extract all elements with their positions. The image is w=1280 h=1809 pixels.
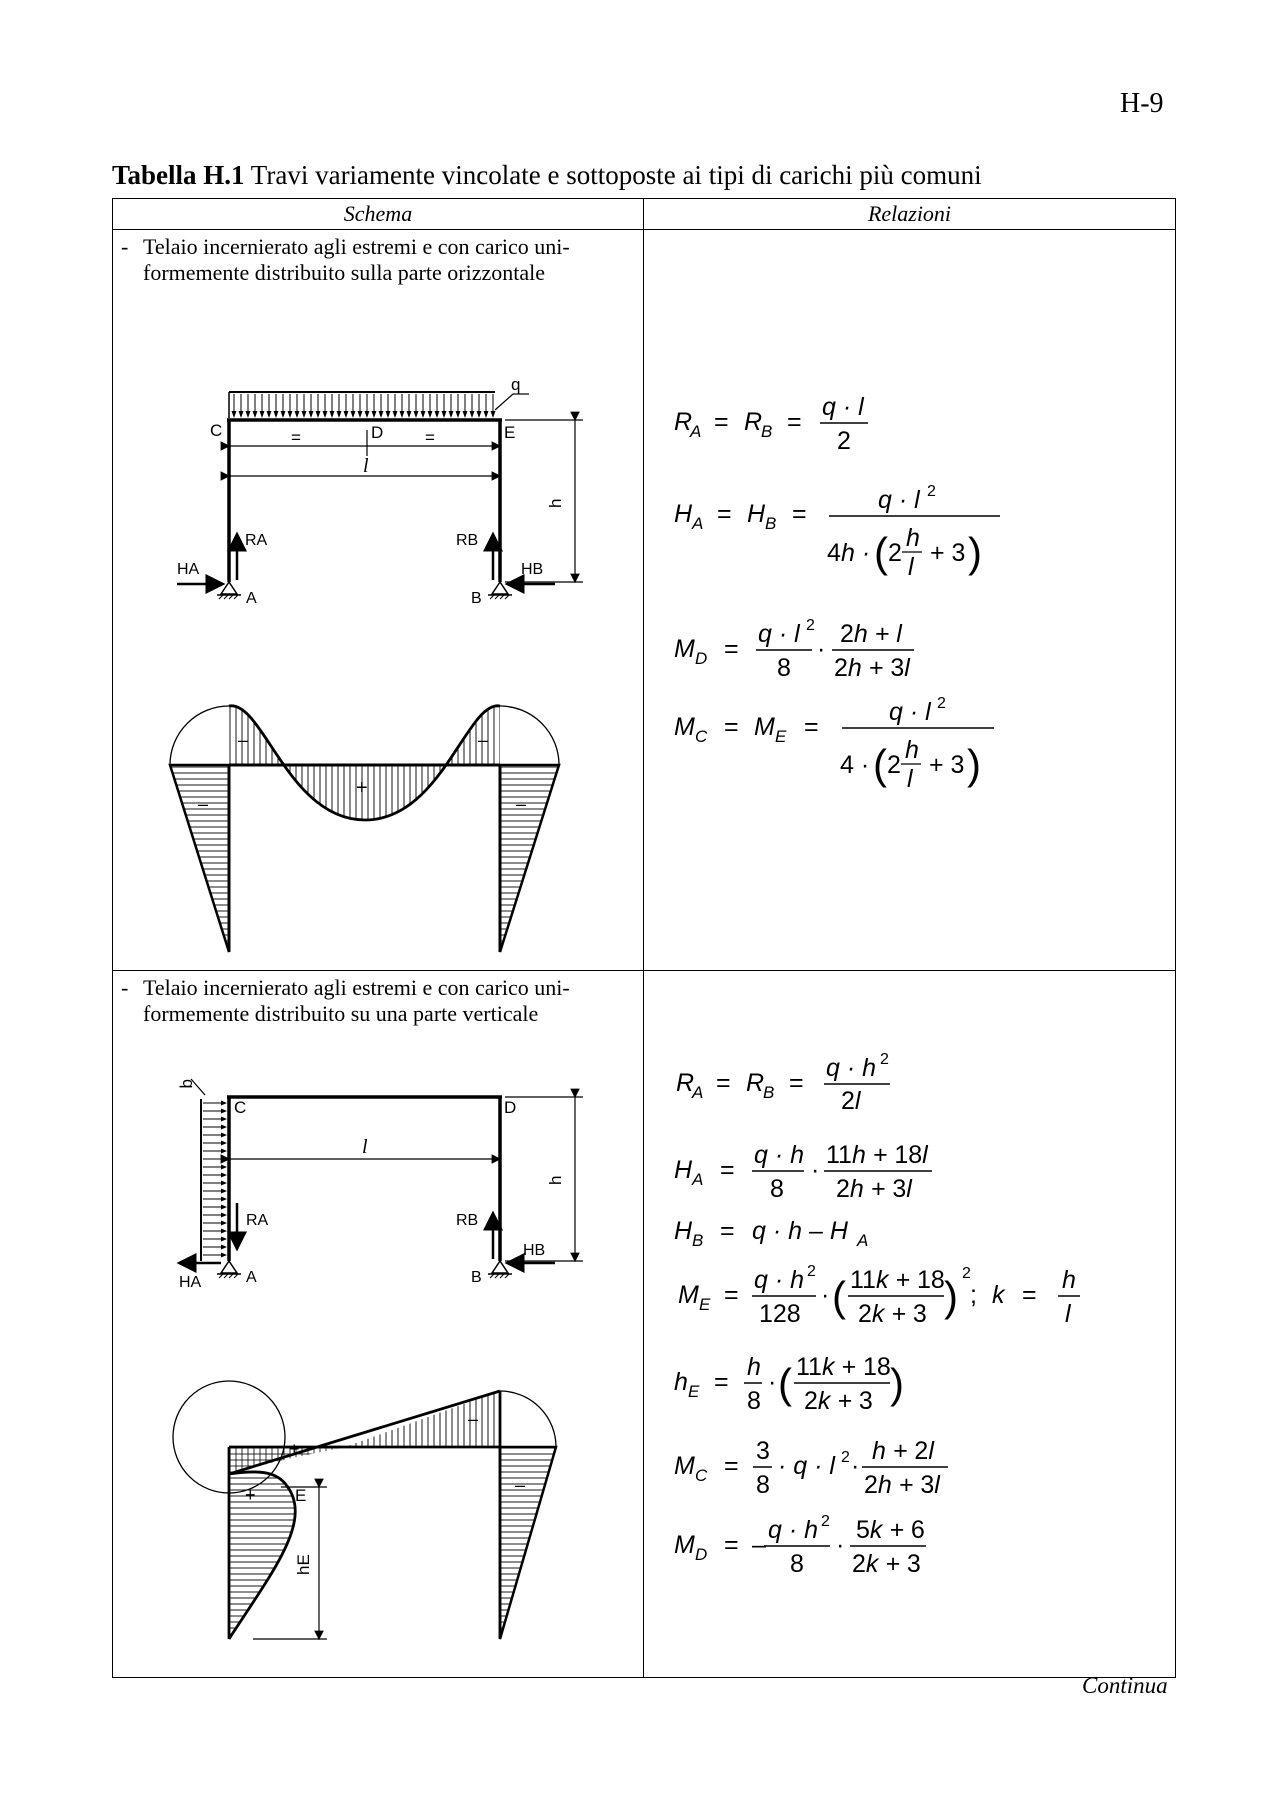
- desc-line: Telaio incernierato agli estremi e con carico uni-: [143, 234, 570, 259]
- label-ra: RA: [246, 1212, 269, 1229]
- load-arrowhead: [221, 1157, 227, 1162]
- svg-text:q · h: q · h: [754, 1141, 805, 1169]
- svg-text:·: ·: [811, 1156, 820, 1184]
- svg-text:8: 8: [790, 1550, 804, 1578]
- svg-text:=: =: [804, 713, 819, 741]
- svg-text:h: h: [905, 736, 919, 764]
- svg-text:H: H: [674, 1217, 693, 1245]
- load-arrowhead: [407, 411, 412, 418]
- svg-text:3: 3: [756, 1437, 770, 1465]
- load-arrowhead: [295, 411, 300, 418]
- svg-text:q · h: q · h: [768, 1516, 819, 1544]
- svg-text:M: M: [754, 713, 775, 741]
- svg-text:2: 2: [888, 539, 902, 567]
- load-arrowhead: [428, 411, 433, 418]
- svg-text:h: h: [674, 1368, 688, 1396]
- svg-text:(: (: [873, 741, 887, 788]
- svg-text:): ): [968, 529, 982, 576]
- equations-block-1: [644, 230, 1176, 970]
- svg-text:· q · l: · q · l: [778, 1452, 835, 1480]
- label-ha: HA: [179, 1274, 202, 1291]
- relations-cell-2: [644, 971, 1176, 1678]
- load-arrowhead: [414, 411, 419, 418]
- equation-ha: [674, 1141, 932, 1203]
- load-arrowhead: [221, 1181, 227, 1186]
- sign-minus: –: [516, 794, 527, 814]
- load-arrowhead: [456, 411, 461, 418]
- load-arrowhead: [330, 411, 335, 418]
- moment-diagram: [170, 706, 559, 952]
- load-arrowhead: [232, 411, 237, 418]
- svg-text:q · l: q · l: [822, 393, 864, 421]
- desc-line: formemente distribuito sulla parte orizzontale: [143, 260, 545, 285]
- equation-he: [674, 1353, 904, 1415]
- svg-text:+ 3: + 3: [930, 539, 966, 567]
- continua-label: Continua: [1082, 1673, 1168, 1698]
- svg-text:H: H: [674, 500, 693, 528]
- svg-text:(: (: [778, 1360, 792, 1407]
- table-title: Travi variamente vincolate e sottoposte ai tipi di carichi più comuni: [244, 160, 982, 190]
- label-he: hE: [294, 1554, 313, 1575]
- lateral-load: [191, 1079, 227, 1261]
- load-arrowhead: [302, 411, 307, 418]
- label-d: D: [504, 1098, 517, 1117]
- load-arrowhead: [316, 411, 321, 418]
- load-arrowhead: [221, 1149, 227, 1154]
- svg-text:11k + 18: 11k + 18: [796, 1353, 891, 1381]
- frame-structure: [217, 420, 512, 599]
- label-a: A: [246, 590, 257, 607]
- load-arrowhead: [221, 1133, 227, 1138]
- equation-mc-me: [674, 695, 994, 793]
- load-arrowhead: [386, 411, 391, 418]
- relations-table: [112, 198, 1176, 1678]
- svg-text:B: B: [763, 1083, 775, 1102]
- svg-text:=: =: [724, 1452, 739, 1480]
- schema-cell-2: [113, 971, 644, 1678]
- label-rb: RB: [456, 1212, 479, 1229]
- label-e: E: [504, 423, 516, 442]
- load-arrowhead: [253, 411, 258, 418]
- relations-cell-1: [644, 230, 1176, 971]
- svg-text:2: 2: [887, 751, 901, 779]
- svg-text:2k + 3: 2k + 3: [858, 1300, 927, 1328]
- svg-text:2k + 3: 2k + 3: [852, 1550, 921, 1578]
- label-ha: HA: [177, 561, 200, 578]
- table-row: [113, 230, 1176, 971]
- svg-text:=: =: [720, 1217, 735, 1245]
- svg-text:=: =: [789, 1069, 804, 1097]
- sign-plus: +: [245, 1485, 256, 1505]
- svg-text:+ 3: + 3: [929, 751, 965, 779]
- svg-text:q · l: q · l: [878, 486, 920, 514]
- load-arrowhead: [344, 411, 349, 418]
- svg-text:A: A: [690, 422, 702, 441]
- svg-text:=: =: [714, 408, 729, 436]
- label-hb: HB: [521, 561, 544, 578]
- svg-text:q · h: q · h: [826, 1054, 877, 1082]
- svg-text:2h + 3l: 2h + 3l: [834, 654, 910, 682]
- svg-text:2h + 3l: 2h + 3l: [864, 1471, 940, 1499]
- svg-text:–: –: [752, 1531, 766, 1559]
- equation-md: [674, 617, 914, 682]
- svg-text:=: =: [792, 500, 807, 528]
- equation-mc: [674, 1437, 948, 1499]
- svg-text:(: (: [874, 529, 888, 576]
- load-arrowhead: [393, 411, 398, 418]
- load-arrowhead: [400, 411, 405, 418]
- load-arrowhead: [449, 411, 454, 418]
- page-number: H-9: [1120, 88, 1164, 119]
- svg-text:E: E: [699, 1295, 711, 1314]
- svg-text:): ): [967, 741, 981, 788]
- svg-text:h: h: [747, 1353, 761, 1381]
- load-arrowhead: [221, 1205, 227, 1210]
- load-arrowhead: [260, 411, 265, 418]
- svg-text:A: A: [692, 1170, 704, 1189]
- svg-text:l: l: [908, 553, 914, 581]
- svg-text:R: R: [746, 1069, 765, 1097]
- sign-minus: –: [515, 1475, 526, 1495]
- svg-text:·: ·: [851, 1452, 860, 1480]
- header-relazioni: Relazioni: [644, 199, 1176, 230]
- svg-text:·: ·: [768, 1368, 777, 1396]
- svg-text:2: 2: [837, 427, 851, 455]
- svg-text:H: H: [674, 1156, 693, 1184]
- sign-minus: –: [478, 730, 489, 750]
- svg-text:=: =: [724, 635, 739, 663]
- label-b: B: [471, 1269, 482, 1286]
- svg-text:5k + 6: 5k + 6: [856, 1516, 925, 1544]
- load-arrowhead: [221, 1101, 227, 1106]
- row-description: - Telaio incernierato agli estremi e con carico uni- formemente distribuito su una parte verticale: [121, 975, 641, 1027]
- sign-minus: –: [238, 730, 249, 750]
- load-arrowhead: [470, 411, 475, 418]
- svg-text:M: M: [674, 713, 695, 741]
- svg-text:2: 2: [821, 1513, 830, 1530]
- load-arrowhead: [246, 411, 251, 418]
- svg-text:=: =: [724, 1281, 739, 1309]
- load-arrowhead: [239, 411, 244, 418]
- load-arrowhead: [435, 411, 440, 418]
- svg-text:l: l: [1065, 1300, 1071, 1328]
- svg-text:B: B: [761, 422, 773, 441]
- label-hb: HB: [523, 1242, 546, 1259]
- svg-text:M: M: [678, 1281, 699, 1309]
- frame-figure-vertical-load: [113, 971, 644, 1677]
- equations-block-2: [644, 971, 1176, 1677]
- svg-text:A: A: [692, 514, 704, 533]
- label-q: q: [179, 1079, 198, 1089]
- svg-text:=: =: [716, 1069, 731, 1097]
- svg-text:4 ·: 4 ·: [840, 751, 870, 779]
- table-row: [113, 971, 1176, 1678]
- svg-text:·: ·: [821, 1281, 830, 1309]
- svg-text:11h + 18l: 11h + 18l: [826, 1141, 928, 1169]
- sign-plus: +: [356, 777, 368, 799]
- frame-figure-horizontal-load: [113, 230, 644, 970]
- svg-text:=: =: [717, 500, 732, 528]
- svg-text:2: 2: [937, 695, 946, 712]
- load-arrowhead: [267, 411, 272, 418]
- label-equal-1: =: [291, 428, 301, 447]
- svg-text:h: h: [1062, 1266, 1076, 1294]
- svg-text:): ): [890, 1360, 904, 1407]
- load-arrowhead: [221, 1173, 227, 1178]
- schema-cell-1: [113, 230, 644, 971]
- load-arrowhead: [372, 411, 377, 418]
- label-l: l: [363, 455, 369, 477]
- svg-text:B: B: [765, 514, 777, 533]
- label-q: q: [511, 375, 521, 394]
- svg-text:11k + 18: 11k + 18: [850, 1266, 945, 1294]
- load-arrowhead: [309, 411, 314, 418]
- load-arrowhead: [274, 411, 279, 418]
- load-arrowhead: [288, 411, 293, 418]
- load-arrowhead: [221, 1197, 227, 1202]
- svg-text:q · h: q · h: [754, 1266, 805, 1294]
- load-arrowhead: [221, 1253, 227, 1258]
- label-e: E: [295, 1486, 307, 1505]
- svg-text:·: ·: [836, 1531, 845, 1559]
- load-arrowhead: [337, 411, 342, 418]
- svg-text:=: =: [787, 408, 802, 436]
- label-rb: RB: [456, 532, 479, 549]
- label-ra: RA: [245, 532, 268, 549]
- load-arrowhead: [221, 1221, 227, 1226]
- svg-text:8: 8: [756, 1471, 770, 1499]
- svg-text:l: l: [907, 765, 913, 793]
- svg-text:2: 2: [841, 1449, 850, 1466]
- svg-text:128: 128: [759, 1300, 801, 1328]
- svg-text:2: 2: [880, 1051, 889, 1068]
- distributed-load: [229, 392, 496, 418]
- load-arrowhead: [491, 411, 496, 418]
- frame-structure: [217, 1097, 512, 1278]
- equation-hb: [674, 1217, 868, 1250]
- load-arrowhead: [221, 1125, 227, 1130]
- svg-text:;: ;: [970, 1281, 977, 1309]
- label-c: C: [210, 421, 223, 440]
- svg-text:M: M: [674, 1452, 695, 1480]
- svg-text:q · h – H: q · h – H: [752, 1217, 848, 1245]
- table-label: Tabella H.1: [112, 160, 245, 190]
- svg-text:A: A: [857, 1231, 869, 1250]
- header-schema: Schema: [113, 199, 644, 230]
- load-arrowhead: [221, 1245, 227, 1250]
- svg-text:8: 8: [747, 1387, 761, 1415]
- svg-text:B: B: [692, 1231, 704, 1250]
- load-arrowhead: [221, 1109, 227, 1114]
- desc-line: Telaio incernierato agli estremi e con carico uni-: [143, 975, 570, 1000]
- svg-text:2: 2: [807, 1263, 816, 1280]
- table-caption: [112, 160, 982, 191]
- svg-text:D: D: [695, 1545, 708, 1564]
- label-a: A: [246, 1269, 257, 1286]
- dimension-lines: [179, 1097, 583, 1263]
- svg-text:q · l: q · l: [889, 698, 931, 726]
- load-arrowhead: [221, 1213, 227, 1218]
- svg-text:R: R: [676, 1069, 695, 1097]
- svg-text:2h + 3l: 2h + 3l: [836, 1175, 912, 1203]
- row-description: - Telaio incernierato agli estremi e con carico uni- formemente distribuito sulla parte orizzontale: [121, 234, 641, 286]
- svg-text:): ): [944, 1273, 958, 1320]
- load-arrowhead: [477, 411, 482, 418]
- equation-md: [674, 1513, 926, 1578]
- sign-plus: +: [289, 1439, 300, 1459]
- svg-text:k: k: [992, 1281, 1005, 1309]
- svg-text:=: =: [1022, 1281, 1037, 1309]
- label-h: h: [546, 1175, 565, 1185]
- load-arrowhead: [221, 1229, 227, 1234]
- equation-ra-rb: [676, 1051, 890, 1115]
- sign-minus: –: [468, 1409, 479, 1429]
- load-arrowhead: [221, 1117, 227, 1122]
- svg-text:(: (: [832, 1273, 846, 1320]
- header-row: [113, 199, 1176, 230]
- svg-text:h + 2l: h + 2l: [872, 1437, 934, 1465]
- label-equal-2: =: [425, 428, 435, 447]
- equation-ra-rb: [674, 393, 868, 455]
- svg-text:H: H: [747, 500, 766, 528]
- load-arrowhead: [365, 411, 370, 418]
- svg-text:2: 2: [962, 1265, 971, 1282]
- load-arrowhead: [281, 411, 286, 418]
- load-arrowhead: [379, 411, 384, 418]
- load-arrowhead: [221, 1237, 227, 1242]
- svg-text:C: C: [695, 727, 708, 746]
- load-arrowhead: [221, 1141, 227, 1146]
- load-arrowhead: [323, 411, 328, 418]
- svg-text:4: 4: [827, 539, 841, 567]
- svg-text:8: 8: [777, 654, 791, 682]
- load-arrowhead: [351, 411, 356, 418]
- svg-text:h ·: h ·: [841, 539, 871, 567]
- load-arrowhead: [421, 411, 426, 418]
- label-h: h: [546, 498, 565, 508]
- label-l: l: [362, 1136, 368, 1158]
- svg-text:2: 2: [806, 617, 815, 634]
- svg-text:=: =: [724, 713, 739, 741]
- svg-text:M: M: [674, 1531, 695, 1559]
- equation-ha-hb: [674, 483, 1000, 581]
- svg-text:=: =: [720, 1156, 735, 1184]
- svg-text:=: =: [714, 1368, 729, 1396]
- desc-line: formemente distribuito su una parte verticale: [143, 1001, 539, 1026]
- sign-minus: –: [198, 794, 209, 814]
- svg-text:E: E: [775, 727, 787, 746]
- load-arrowhead: [463, 411, 468, 418]
- equation-me: [678, 1263, 1080, 1328]
- svg-text:M: M: [674, 635, 695, 663]
- svg-text:q · l: q · l: [758, 620, 800, 648]
- moment-diagram: [173, 1381, 556, 1639]
- svg-text:A: A: [692, 1083, 704, 1102]
- svg-text:D: D: [695, 649, 708, 668]
- svg-text:2k + 3: 2k + 3: [804, 1387, 873, 1415]
- svg-text:8: 8: [770, 1175, 784, 1203]
- svg-text:R: R: [744, 408, 763, 436]
- svg-text:h: h: [906, 524, 920, 552]
- svg-text:C: C: [695, 1466, 708, 1485]
- load-arrowhead: [221, 1165, 227, 1170]
- load-arrowhead: [484, 411, 489, 418]
- svg-text:2l: 2l: [841, 1087, 861, 1115]
- svg-text:=: =: [724, 1531, 739, 1559]
- label-d: D: [371, 423, 384, 442]
- label-b: B: [471, 590, 482, 607]
- svg-text:·: ·: [817, 635, 826, 663]
- label-c: C: [234, 1098, 247, 1117]
- svg-text:E: E: [688, 1382, 700, 1401]
- svg-text:2: 2: [927, 483, 936, 500]
- svg-text:R: R: [674, 408, 693, 436]
- svg-text:2h + l: 2h + l: [840, 620, 902, 648]
- load-arrowhead: [221, 1189, 227, 1194]
- load-arrowhead: [358, 411, 363, 418]
- load-arrowhead: [442, 411, 447, 418]
